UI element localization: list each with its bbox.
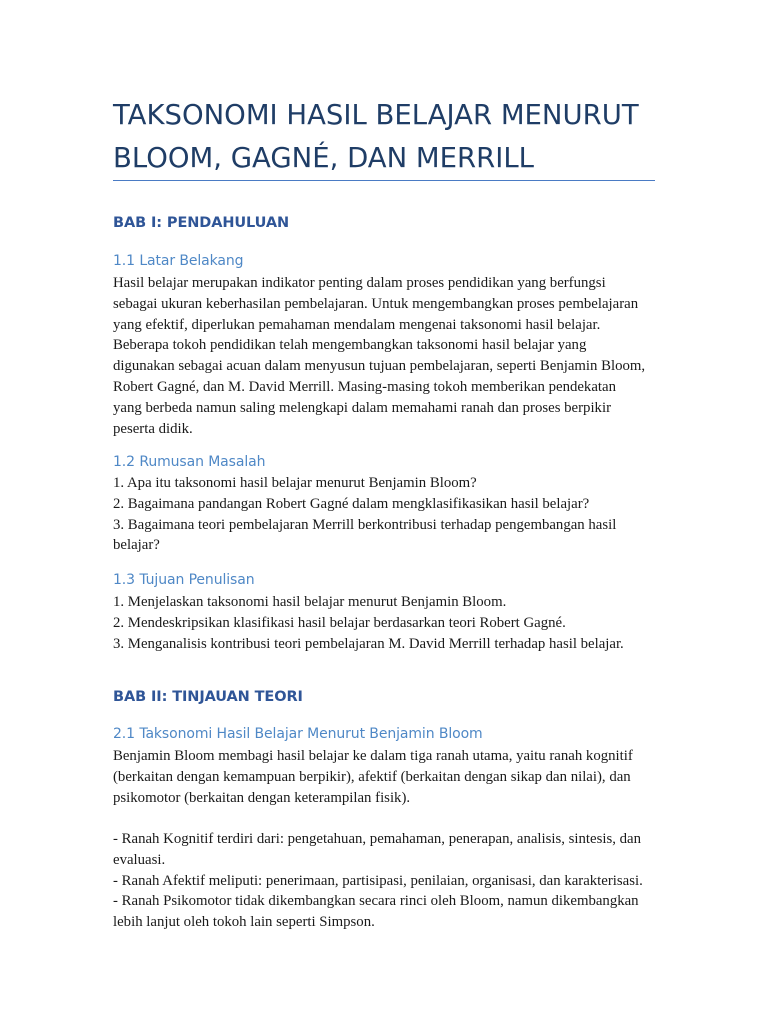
- section-2-1-heading: 2.1 Taksonomi Hasil Belajar Menurut Benjamin Bloom: [113, 726, 483, 742]
- paragraph-line: (berkaitan dengan kemampuan berpikir), afektif (berkaitan dengan sikap dan nilai), dan: [113, 768, 631, 785]
- list-item: 1. Menjelaskan taksonomi hasil belajar menurut Benjamin Bloom.: [113, 594, 507, 610]
- section-1-3-heading: 1.3 Tujuan Penulisan: [113, 572, 255, 588]
- list-item: 2. Bagaimana pandangan Robert Gagné dalam mengklasifikasikan hasil belajar?: [113, 495, 590, 512]
- paragraph-line: Hasil belajar merupakan indikator penting dalam proses pendidikan yang berfungsi: [113, 275, 606, 291]
- list-item: - Ranah Kognitif terdiri dari: pengetahuan, pemahaman, penerapan, analisis, sintesis, dan: [113, 831, 641, 847]
- list-item: - Ranah Psikomotor tidak dikembangkan secara rinci oleh Bloom, namun dikembangkan: [113, 893, 639, 910]
- paragraph-line: sebagai ukuran keberhasilan pembelajaran. Untuk mengembangkan proses pembelajaran: [113, 295, 639, 312]
- title-underline: [113, 180, 655, 181]
- section-1-3-list: [113, 592, 658, 654]
- section-1-1-heading: 1.1 Latar Belakang: [113, 253, 244, 269]
- bab2-heading: BAB II: TINJAUAN TEORI: [113, 689, 303, 705]
- paragraph-line: yang efektif, diperlukan pemahaman mendalam mengenai taksonomi hasil belajar.: [113, 316, 601, 333]
- section-2-1-list: [113, 829, 658, 933]
- section-1-1-paragraph: [113, 273, 658, 439]
- paragraph-line: peserta didik.: [113, 420, 193, 437]
- list-item: 3. Bagaimana teori pembelajaran Merrill berkontribusi terhadap pengembangan hasil: [113, 516, 617, 533]
- paragraph-line: digunakan sebagai acuan dalam menyusun tujuan pembelajaran, seperti Benjamin Bloom,: [113, 358, 646, 375]
- list-item: belajar?: [113, 537, 160, 554]
- paragraph-line: psikomotor (berkaitan dengan keterampilan fisik).: [113, 789, 411, 806]
- document-title: [113, 94, 658, 180]
- paragraph-line: yang berbeda namun saling melengkapi dalam memahami ranah dan proses berpikir: [113, 399, 611, 416]
- list-item: 2. Mendeskripsikan klasifikasi hasil belajar berdasarkan teori Robert Gagné.: [113, 614, 566, 631]
- section-1-2-heading: 1.2 Rumusan Masalah: [113, 454, 266, 470]
- section-2-1-intro: [113, 746, 658, 808]
- paragraph-line: Benjamin Bloom membagi hasil belajar ke dalam tiga ranah utama, yaitu ranah kognitif: [113, 748, 633, 764]
- title-line: TAKSONOMI HASIL BELAJAR MENURUT: [113, 99, 639, 131]
- paragraph-line: Robert Gagné, dan M. David Merrill. Masing-masing tokoh memberikan pendekatan: [113, 378, 616, 395]
- title-line: BLOOM, GAGNÉ, DAN MERRILL: [113, 142, 534, 174]
- paragraph-line: Beberapa tokoh pendidikan telah mengembangkan taksonomi hasil belajar yang: [113, 337, 587, 354]
- list-item: 3. Menganalisis kontribusi teori pembelajaran M. David Merrill terhadap hasil belajar.: [113, 635, 624, 652]
- section-1-2-list: [113, 473, 658, 556]
- list-item: evaluasi.: [113, 851, 166, 868]
- list-item: 1. Apa itu taksonomi hasil belajar menurut Benjamin Bloom?: [113, 475, 477, 491]
- list-item: lebih lanjut oleh tokoh lain seperti Simpson.: [113, 914, 375, 931]
- bab1-heading: BAB I: PENDAHULUAN: [113, 215, 290, 231]
- list-item: - Ranah Afektif meliputi: penerimaan, partisipasi, penilaian, organisasi, dan karakterisasi.: [113, 872, 643, 889]
